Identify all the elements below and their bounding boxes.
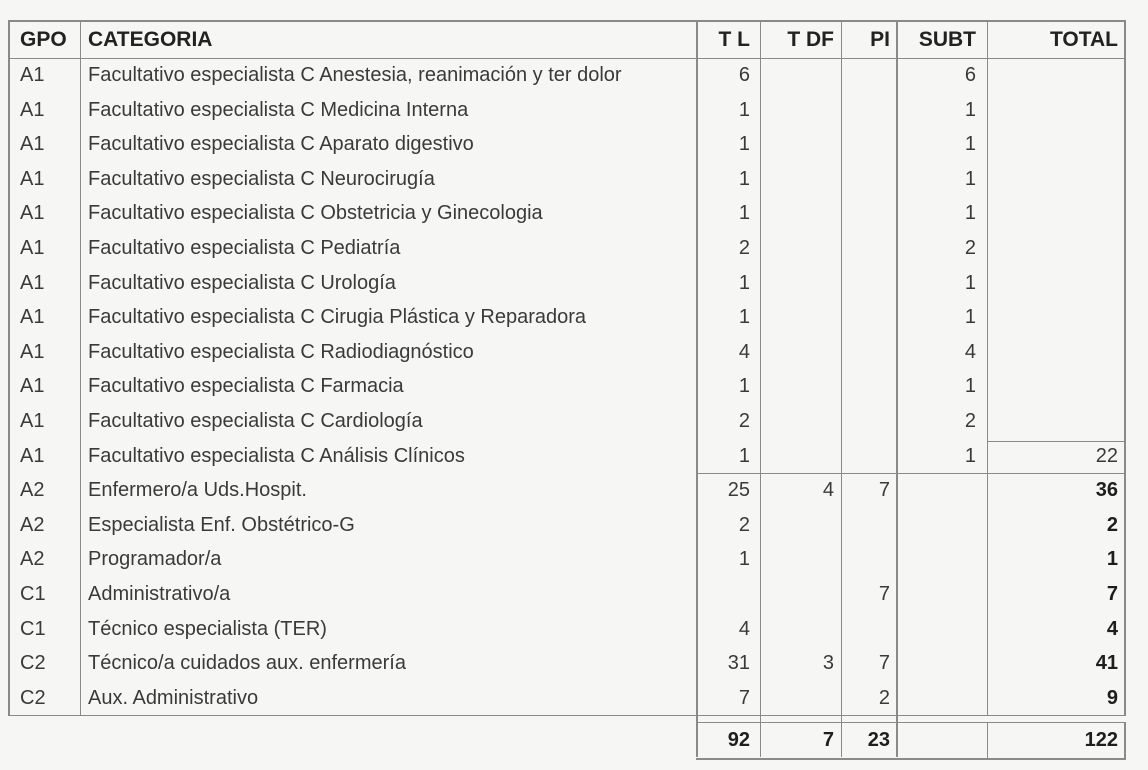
row-subt bbox=[905, 577, 976, 612]
row-subt: 1 bbox=[964, 98, 976, 121]
row-categoria: Facultativo especialista C Aparato digestivo bbox=[88, 133, 474, 156]
row-pi: 7 bbox=[878, 652, 890, 675]
row-gpo: A1 bbox=[20, 444, 45, 467]
row-subt: 2 bbox=[964, 237, 976, 259]
row-total: 7 bbox=[1106, 583, 1118, 605]
row-tl: 2 bbox=[738, 513, 750, 536]
row-tdf bbox=[766, 58, 834, 93]
row-categoria: Facultativo especialista C Obstetricia y Ginecologia bbox=[88, 202, 543, 225]
row-tdf bbox=[766, 300, 834, 335]
row-subt bbox=[905, 542, 976, 577]
table-border-left bbox=[8, 20, 10, 715]
row-gpo: A2 bbox=[20, 548, 45, 571]
row-tdf bbox=[766, 508, 834, 543]
header-subt: SUBT bbox=[918, 28, 976, 51]
row-categoria: Facultativo especialista C Cardiología bbox=[88, 410, 423, 432]
row-categoria: Facultativo especialista C Neurocirugía bbox=[88, 167, 435, 190]
totals-subt bbox=[905, 723, 976, 759]
row-tl: 1 bbox=[738, 548, 750, 571]
header-categoria: CATEGORIA bbox=[88, 28, 213, 51]
row-tl: 1 bbox=[738, 98, 750, 121]
row-categoria: Administrativo/a bbox=[88, 583, 231, 605]
row-pi: 7 bbox=[878, 479, 890, 502]
row-total: 2 bbox=[1106, 513, 1118, 536]
row-gpo: A1 bbox=[20, 375, 45, 398]
row-tl: 1 bbox=[738, 202, 750, 225]
row-total bbox=[994, 58, 1118, 93]
row-gpo: A1 bbox=[20, 98, 45, 121]
row-tdf bbox=[766, 542, 834, 577]
row-categoria: Facultativo especialista C Cirugia Plástica y Reparadora bbox=[88, 306, 587, 329]
row-categoria: Facultativo especialista C Análisis Clínicos bbox=[88, 444, 465, 467]
totals-frame-right bbox=[1124, 722, 1126, 758]
totals-tl: 92 bbox=[727, 729, 750, 751]
row-gpo: A1 bbox=[20, 237, 45, 259]
row-tdf bbox=[766, 681, 834, 716]
row-categoria: Especialista Enf. Obstétrico-G bbox=[88, 513, 355, 536]
row-gpo: C2 bbox=[20, 652, 46, 675]
row-pi: 2 bbox=[878, 686, 890, 709]
row-tdf: 4 bbox=[822, 479, 834, 502]
col-sep-subt bbox=[987, 20, 988, 715]
row-total: 41 bbox=[1095, 652, 1118, 675]
row-gpo: A2 bbox=[20, 479, 45, 502]
row-tl: 1 bbox=[738, 444, 750, 467]
row-tdf: 3 bbox=[822, 652, 834, 675]
row-tdf bbox=[766, 335, 834, 370]
row-gpo: A1 bbox=[20, 202, 45, 225]
row-total bbox=[994, 300, 1118, 335]
row-tl: 25 bbox=[727, 479, 750, 502]
row-tdf bbox=[766, 577, 834, 612]
row-gpo: A2 bbox=[20, 513, 45, 536]
row-tl: 31 bbox=[727, 652, 750, 675]
row-categoria: Técnico/a cuidados aux. enfermería bbox=[88, 652, 406, 675]
row-total bbox=[994, 335, 1118, 370]
row-tl: 1 bbox=[738, 375, 750, 398]
row-gpo: A1 bbox=[20, 133, 45, 156]
row-total bbox=[994, 127, 1118, 162]
header-gpo: GPO bbox=[20, 28, 67, 51]
row-tl: 2 bbox=[738, 410, 750, 432]
row-total bbox=[994, 404, 1118, 439]
row-pi bbox=[850, 127, 890, 162]
header-tdf: T DF bbox=[787, 28, 834, 51]
row-categoria: Facultativo especialista C Anestesia, reanimación y ter dolor bbox=[88, 64, 622, 86]
row-subt bbox=[905, 681, 976, 716]
row-total: 9 bbox=[1106, 686, 1118, 709]
row-pi: 7 bbox=[878, 583, 890, 605]
row-tdf bbox=[766, 162, 834, 197]
row-categoria: Técnico especialista (TER) bbox=[88, 617, 327, 640]
row-tdf bbox=[766, 93, 834, 128]
row-gpo: C1 bbox=[20, 583, 46, 605]
row-gpo: A1 bbox=[20, 271, 45, 294]
row-tl: 6 bbox=[738, 64, 750, 86]
row-pi bbox=[850, 542, 890, 577]
col-sep-tl bbox=[760, 20, 761, 757]
row-subt: 1 bbox=[964, 133, 976, 156]
row-tl: 1 bbox=[738, 271, 750, 294]
row-subt: 1 bbox=[964, 167, 976, 190]
row-tl: 4 bbox=[738, 340, 750, 363]
row-subt bbox=[905, 646, 976, 681]
row-gpo: C1 bbox=[20, 617, 46, 640]
row-tl: 1 bbox=[738, 306, 750, 329]
row-pi bbox=[850, 196, 890, 231]
row-gpo: C2 bbox=[20, 686, 46, 709]
row-tl bbox=[700, 577, 750, 612]
row-categoria: Programador/a bbox=[88, 548, 222, 571]
row-total bbox=[994, 196, 1118, 231]
row-subt: 4 bbox=[964, 340, 976, 363]
col-sep-categoria bbox=[696, 20, 698, 757]
row-categoria: Facultativo especialista C Radiodiagnóstico bbox=[88, 340, 474, 363]
row-tl: 4 bbox=[738, 617, 750, 640]
row-total bbox=[994, 231, 1118, 266]
row-gpo: A1 bbox=[20, 64, 45, 86]
row-pi bbox=[850, 93, 890, 128]
row-pi bbox=[850, 266, 890, 301]
col-sep-gpo bbox=[80, 20, 81, 715]
row-subt: 1 bbox=[964, 444, 976, 467]
totals-sep-subt bbox=[987, 722, 988, 758]
row-total bbox=[994, 369, 1118, 404]
row-subt: 1 bbox=[964, 202, 976, 225]
totals-tdf: 7 bbox=[822, 729, 834, 751]
row-tdf bbox=[766, 439, 834, 474]
row-tl: 2 bbox=[738, 237, 750, 259]
row-pi bbox=[850, 612, 890, 647]
row-total: 22 bbox=[1095, 444, 1118, 467]
col-sep-tdf bbox=[841, 20, 842, 757]
header-total: TOTAL bbox=[1049, 28, 1118, 51]
row-pi bbox=[850, 58, 890, 93]
col-sep-pi bbox=[896, 20, 898, 757]
row-categoria: Facultativo especialista C Farmacia bbox=[88, 375, 404, 398]
row-pi bbox=[850, 439, 890, 474]
row-subt: 6 bbox=[964, 64, 976, 86]
row-total: 1 bbox=[1106, 548, 1118, 571]
row-pi bbox=[850, 335, 890, 370]
row-categoria: Facultativo especialista C Medicina Interna bbox=[88, 98, 469, 121]
table-border-right bbox=[1124, 20, 1126, 715]
row-gpo: A1 bbox=[20, 167, 45, 190]
row-tdf bbox=[766, 404, 834, 439]
row-subt: 1 bbox=[964, 306, 976, 329]
row-subt bbox=[905, 473, 976, 508]
row-categoria: Facultativo especialista C Pediatría bbox=[88, 237, 401, 259]
row-tdf bbox=[766, 266, 834, 301]
row-pi bbox=[850, 162, 890, 197]
row-tdf bbox=[766, 231, 834, 266]
row-categoria: Enfermero/a Uds.Hospit. bbox=[88, 479, 307, 502]
row-subt: 2 bbox=[964, 410, 976, 432]
row-gpo: A1 bbox=[20, 340, 45, 363]
row-pi bbox=[850, 369, 890, 404]
row-gpo: A1 bbox=[20, 306, 45, 329]
row-total bbox=[994, 162, 1118, 197]
row-tdf bbox=[766, 127, 834, 162]
row-categoria: Aux. Administrativo bbox=[88, 686, 259, 709]
table-border-bottom bbox=[8, 715, 1126, 716]
row-tl: 7 bbox=[738, 686, 750, 709]
row-subt: 1 bbox=[964, 271, 976, 294]
row-subt bbox=[905, 612, 976, 647]
row-pi bbox=[850, 508, 890, 543]
row-tl: 1 bbox=[738, 133, 750, 156]
totals-pi: 23 bbox=[867, 729, 890, 751]
row-subt bbox=[905, 508, 976, 543]
row-pi bbox=[850, 231, 890, 266]
header-pi: PI bbox=[870, 28, 890, 51]
row-total bbox=[994, 266, 1118, 301]
row-subt: 1 bbox=[964, 375, 976, 398]
row-tdf bbox=[766, 612, 834, 647]
row-categoria: Facultativo especialista C Urología bbox=[88, 271, 396, 294]
row-total: 4 bbox=[1106, 617, 1118, 640]
row-tdf bbox=[766, 369, 834, 404]
row-total bbox=[994, 93, 1118, 128]
row-tl: 1 bbox=[738, 167, 750, 190]
row-pi bbox=[850, 300, 890, 335]
totals-total: 122 bbox=[1084, 729, 1118, 751]
header-tl: T L bbox=[718, 28, 750, 51]
row-tdf bbox=[766, 196, 834, 231]
row-gpo: A1 bbox=[20, 410, 45, 432]
row-total: 36 bbox=[1095, 479, 1118, 502]
row-pi bbox=[850, 404, 890, 439]
